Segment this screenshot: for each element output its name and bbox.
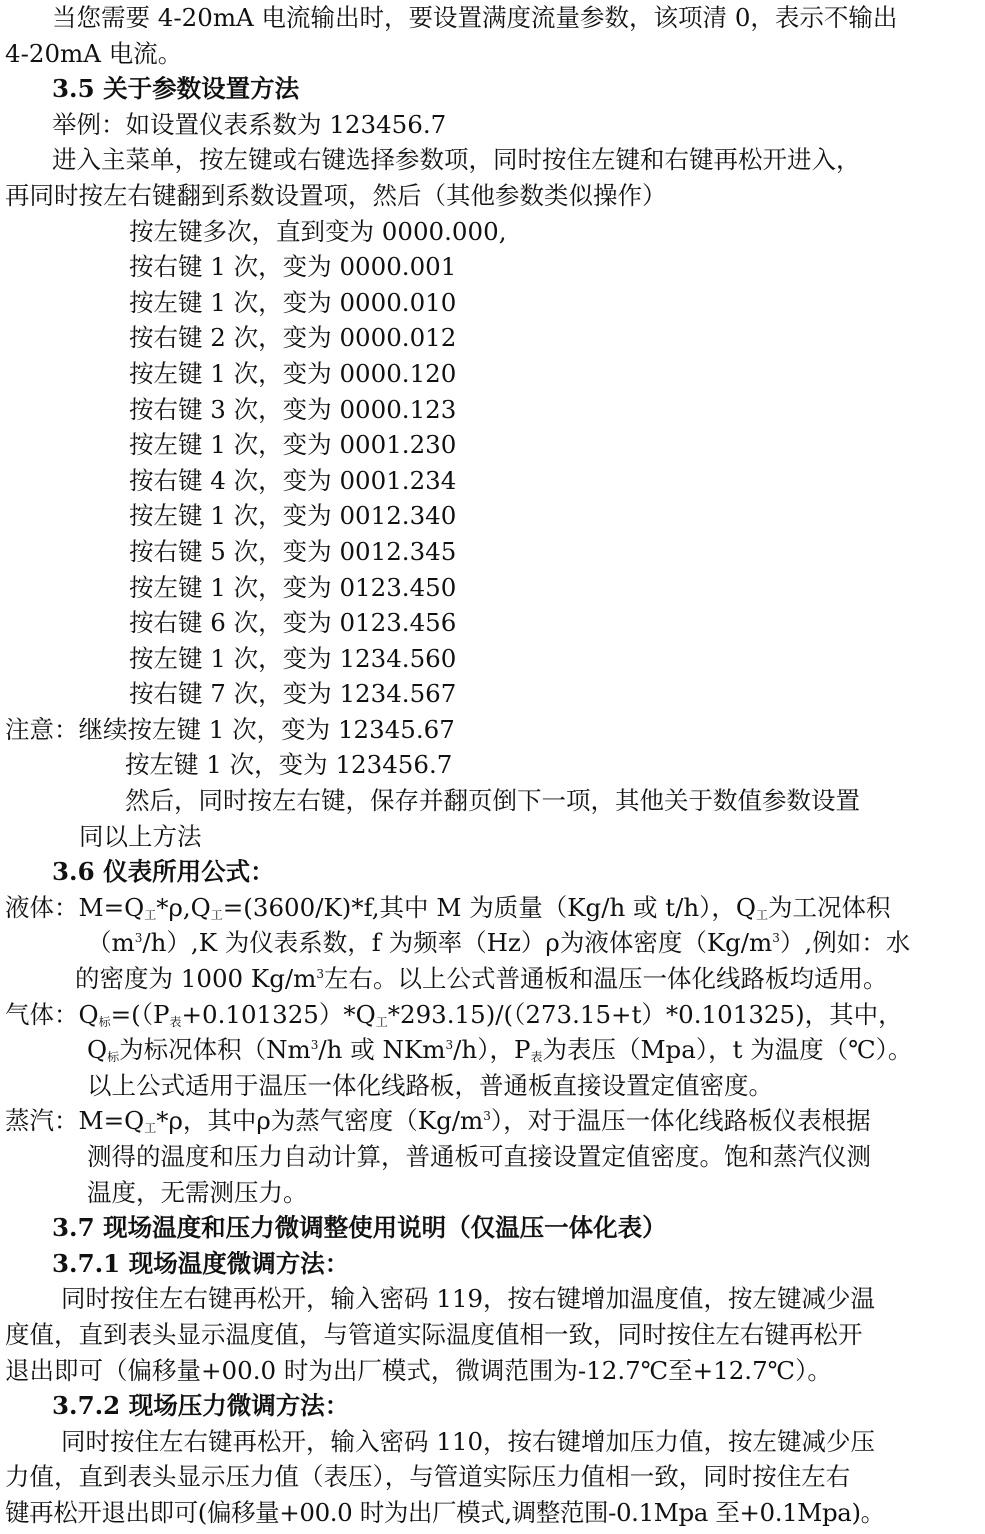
procedure-line-1: 进入主菜单，按左键或右键选择参数项，同时按住左键和右键再松开进入， xyxy=(52,145,861,175)
liquid-formula-line-2: $(m^3/h),K$ 为仪表系数，f 为频率（Hz）ρ为液体密度$(Kg/m^3)$,例如：水 xyxy=(87,928,911,958)
section-3-6-title: 3.6 仪表所用公式： xyxy=(52,857,275,887)
step-item: 按右键 7 次，变为 1234.567 xyxy=(129,679,457,709)
gas-formula-line-2: $Q_标$为标况体积（Nm$^3$/h 或 NKm$^3$/h），$P_表$为表压（Mpa），t 为温度（℃）。 xyxy=(87,1035,913,1065)
step-item: 按左键 1 次，变为 0123.450 xyxy=(129,572,457,602)
steam-formula-line-2: 测得的温度和压力自动计算，普通板可直接设置定值密度。饱和蒸汽仪测 xyxy=(87,1142,871,1171)
pressure-adjust-line-2: 力值，直到表头显示压力值（表压），与管道实际压力值相一致，同时按住左右 xyxy=(5,1462,851,1492)
section-3-5-title: 3.5 关于参数设置方法 xyxy=(52,74,300,104)
temp-adjust-line-2: 度值，直到表头显示温度值，与管道实际温度值相一致，同时按住左右键再松开 xyxy=(5,1319,863,1349)
temp-adjust-line-3: 退出即可（偏移量+00.0 时为出厂模式，微调范围为-12.7℃至+12.7℃）。 xyxy=(5,1355,832,1385)
steam-formula-line-1: 蒸汽：$M=Q_工*\rho$，其中ρ为蒸气密度$(Kg/m^3)$，对于温压一体化线路板仪表根据 xyxy=(5,1106,871,1136)
note-line-1: 注意：继续按左键 1 次，变为 12345.67 xyxy=(5,714,455,744)
procedure-line-2: 再同时按左右键翻到系数设置项，然后（其他参数类似操作） xyxy=(5,180,667,210)
document-page xyxy=(5,0,955,1531)
step-item: 按右键 4 次，变为 0001.234 xyxy=(129,465,457,495)
step-list xyxy=(5,214,955,712)
section-3-7-2-title: 3.7.2 现场压力微调方法： xyxy=(52,1391,350,1421)
note-line-4: 同以上方法 xyxy=(79,821,202,851)
section-3-7-title: 3.7 现场温度和压力微调整使用说明（仅温压一体化表） xyxy=(52,1213,667,1243)
step-item: 按左键 1 次，变为 0012.340 xyxy=(129,501,457,531)
step-item: 按右键 2 次，变为 0000.012 xyxy=(129,323,457,353)
step-item: 按左键多次，直到变为 0000.000, xyxy=(129,216,507,246)
pressure-adjust-line-3: 键再松开退出即可(偏移量+00.0 时为出厂模式,调整范围-0.1Mpa 至+0.1Mpa)。 xyxy=(5,1497,885,1527)
steam-formula-line-3: 温度，无需测压力。 xyxy=(87,1177,308,1207)
step-item: 按右键 1 次，变为 0000.001 xyxy=(129,252,457,282)
step-item: 按左键 1 次，变为 0001.230 xyxy=(129,430,457,460)
step-item: 按左键 1 次，变为 0000.010 xyxy=(129,287,457,317)
intro-line-2: 4-20mA 电流。 xyxy=(5,38,183,68)
step-item: 按左键 1 次，变为 1234.560 xyxy=(129,643,457,673)
note-line-2: 按左键 1 次，变为 123456.7 xyxy=(125,750,453,780)
liquid-formula-line-3: 的密度为 1000 $Kg/m^3$左右。以上公式普通板和温压一体化线路板均适用。 xyxy=(75,964,888,994)
liquid-formula-line-1: 液体：$M=Q_工*\rho,Q_工=(3600/K)*f$,其中 M 为质量（Kg/h 或 t/h），$Q_工$为工况体积 xyxy=(5,892,891,922)
intro-line-1: 当您需要 4-20mA 电流输出时，要设置满度流量参数，该项清 0，表示不输出 xyxy=(52,3,898,32)
example-line: 举例：如设置仪表系数为 123456.7 xyxy=(52,109,447,139)
gas-formula-line-1: 气体：$Q_标=((P_表+0.101325)*Q_工*293.15)/((273.15+t)*0.101325)$，其中， xyxy=(5,999,903,1029)
step-item: 按左键 1 次，变为 0000.120 xyxy=(129,358,457,388)
step-item: 按右键 3 次，变为 0000.123 xyxy=(129,394,457,424)
gas-formula-line-3: 以上公式适用于温压一体化线路板，普通板直接设置定值密度。 xyxy=(87,1070,773,1100)
pressure-adjust-line-1: 同时按住左右键再松开，输入密码 110，按右键增加压力值，按左键减少压 xyxy=(61,1426,876,1456)
temp-adjust-line-1: 同时按住左右键再松开，输入密码 119，按右键增加温度值，按左键减少温 xyxy=(61,1284,876,1314)
step-item: 按右键 6 次，变为 0123.456 xyxy=(129,608,457,638)
section-3-7-1-title: 3.7.1 现场温度微调方法： xyxy=(52,1248,350,1278)
note-line-3: 然后，同时按左右键，保存并翻页倒下一项，其他关于数值参数设置 xyxy=(125,786,860,816)
step-item: 按右键 5 次，变为 0012.345 xyxy=(129,536,457,566)
